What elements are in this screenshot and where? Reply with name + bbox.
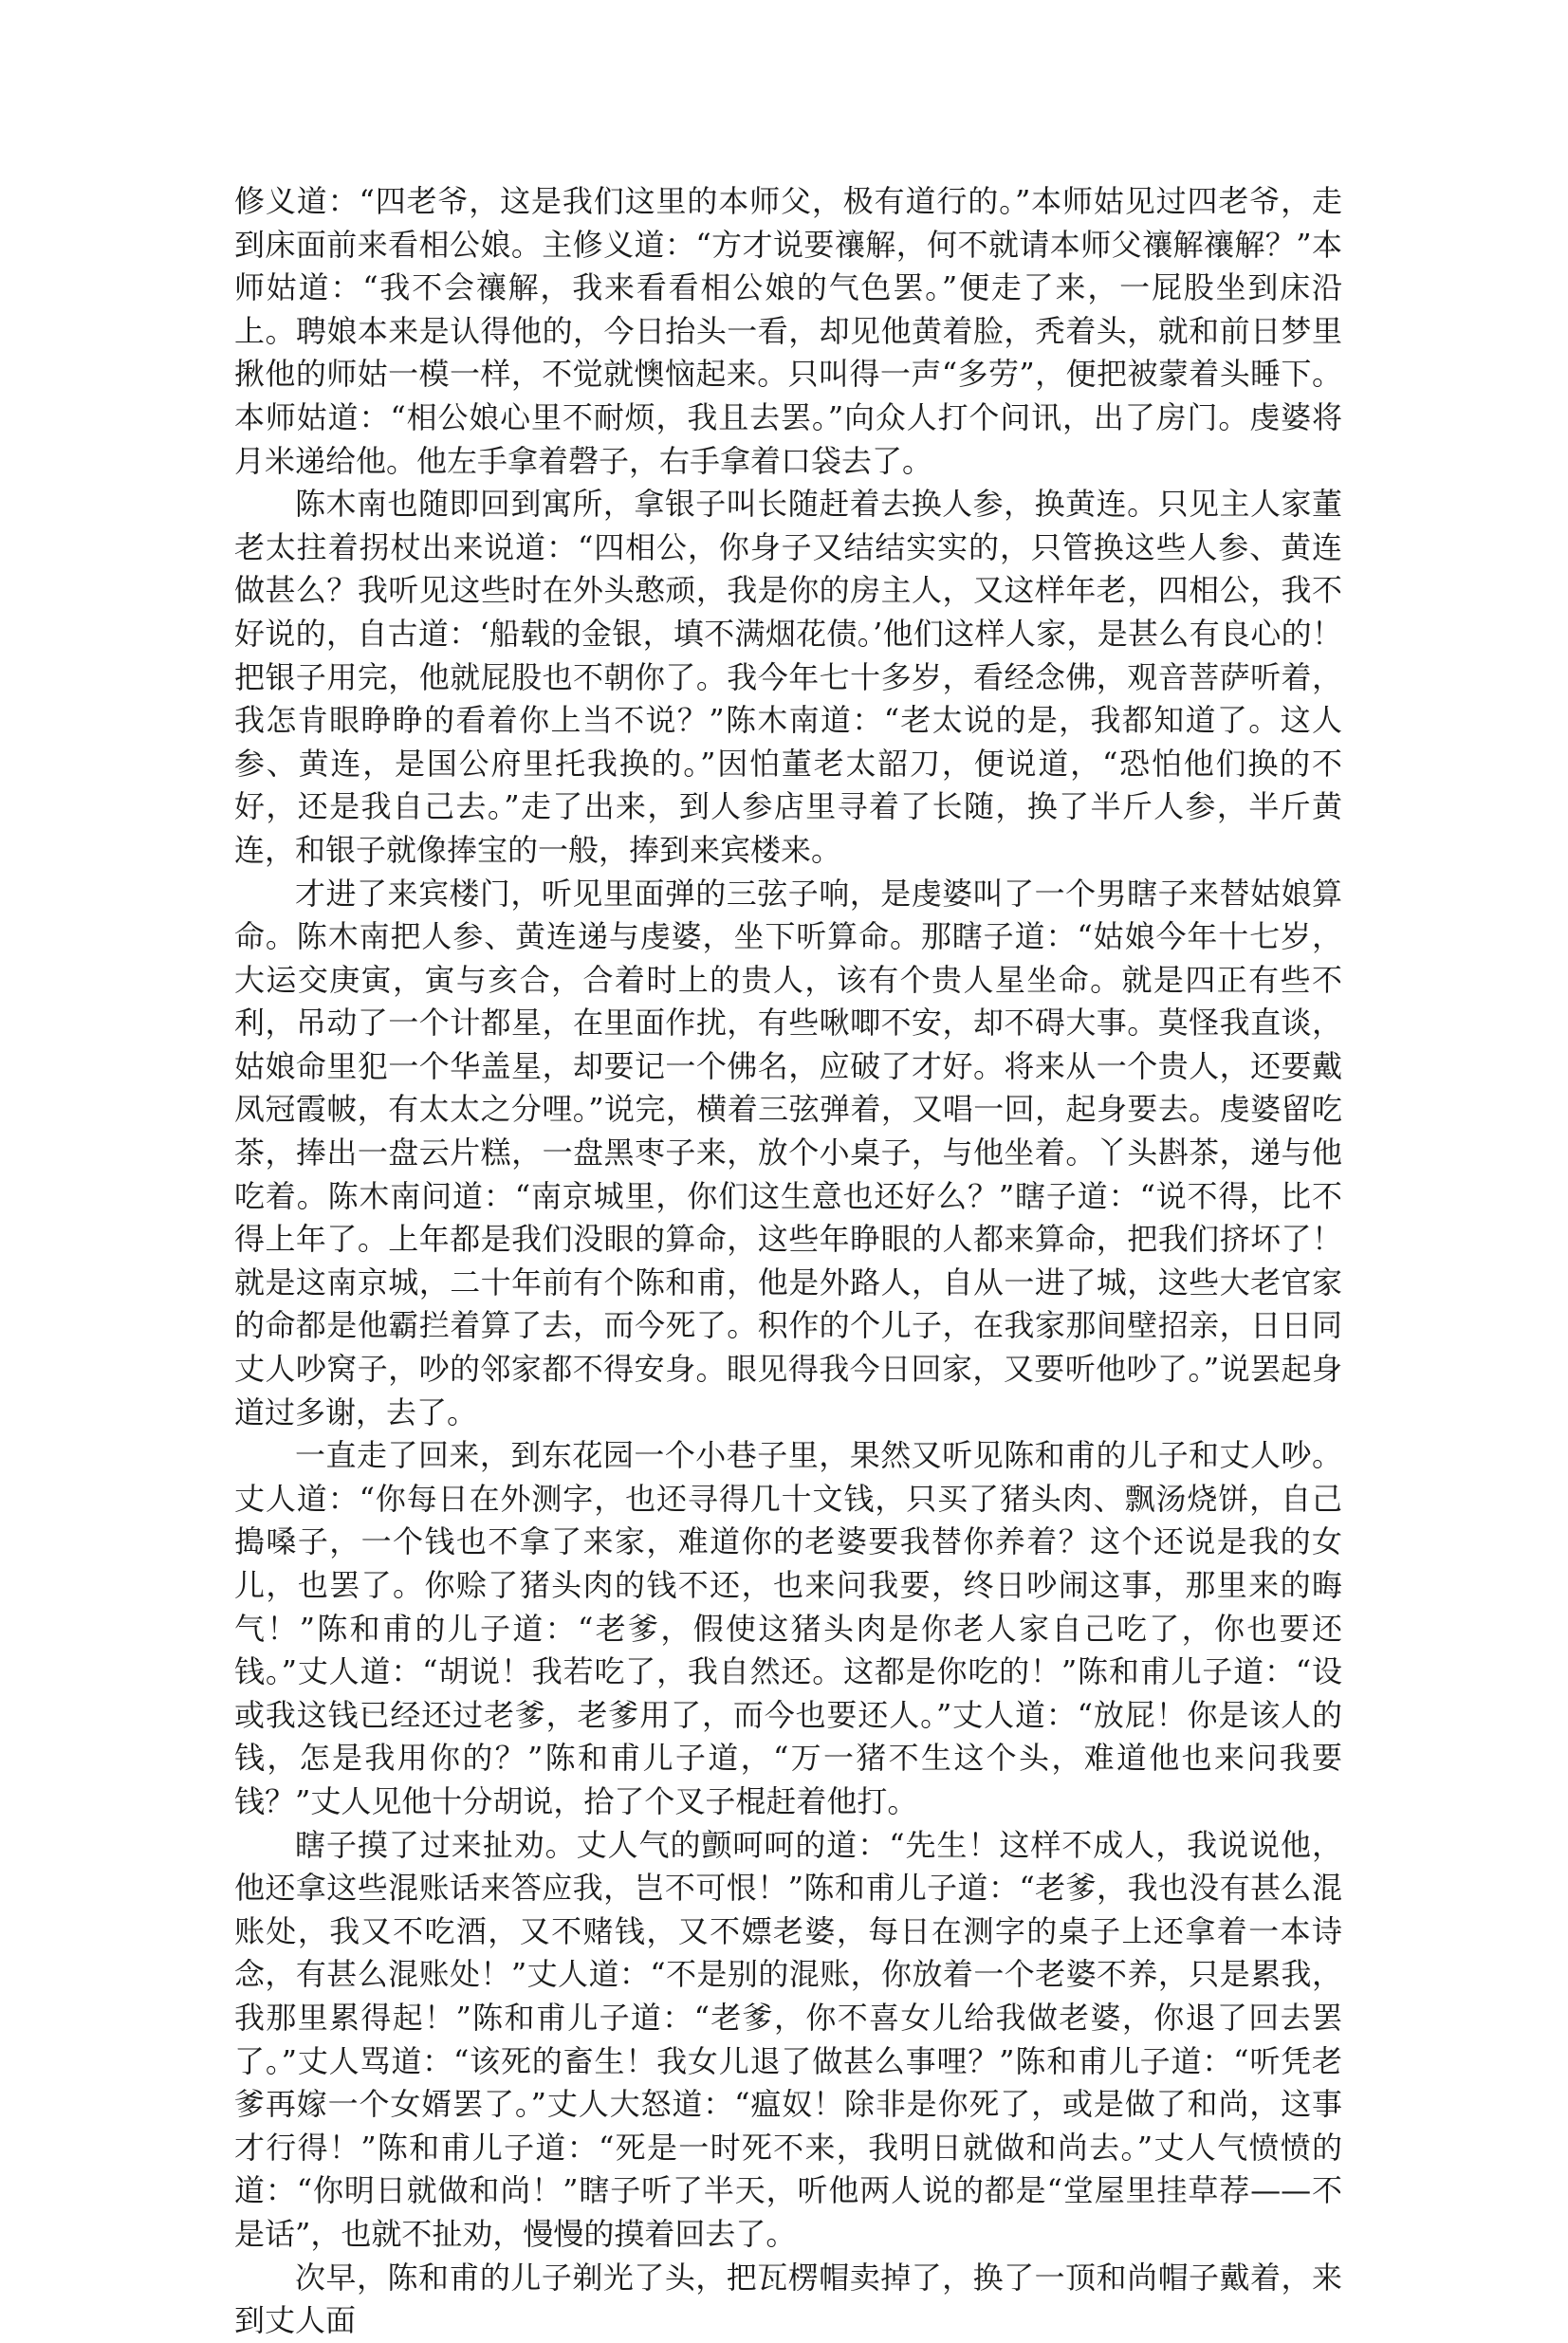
paragraph: 瞎子摸了过来扯劝。丈人气的颤呵呵的道：“先生！这样不成人，我说说他，他还拿这些混账话来答应我，岂不可恨！”陈和甫儿子道：“老爹，我也没有甚么混账处，我又不吃酒，又不赌钱，又不嫖老婆，每日在测字的桌子上还拿着一本诗念，有甚么混账处！”丈人道：“不是别的混账，你放着一个老婆不养，只是累我，我那里累得起！”陈和甫儿子道：“老爹，你不喜女儿给我做老婆，你退了回去罢了。”丈人骂道：“该死的畜生！我女儿退了做甚么事哩？”陈和甫儿子道：“听凭老爹再嫁一个女婿罢了。”丈人大怒道：“瘟奴！除非是你死了，或是做了和尚，这事才行得！”陈和甫儿子道：“死是一时死不来，我明日就做和尚去。”丈人气愤愤的道：“你明日就做和尚！”瞎子听了半天，听他两人说的都是“堂屋里挂草荐——不是话”，也就不扯劝，慢慢的摸着回去了。 [234, 1826, 1342, 2252]
paragraph: 陈木南也随即回到寓所，拿银子叫长随赶着去换人参，换黄连。只见主人家董老太拄着拐杖出来说道：“四相公，你身子又结结实实的，只管换这些人参、黄连做甚么？我听见这些时在外头憨顽，我是你的房主人，又这样年老，四相公，我不好说的，自古道：‘船载的金银，填不满烟花债。’他们这样人家，是甚么有良心的！把银子用完，他就屁股也不朝你了。我今年七十多岁，看经念佛，观音菩萨听着，我怎肯眼睁睁的看着你上当不说？”陈木南道：“老太说的是，我都知道了。这人参、黄连，是国公府里托我换的。”因怕董老太韶刀，便说道，“恐怕他们换的不好，还是我自己去。”走了出来，到人参店里寻着了长随，换了半斤人参，半斤黄连，和银子就像捧宝的一般，捧到来宾楼来。 [234, 486, 1342, 868]
document-body [234, 180, 1342, 2343]
paragraph: 修义道：“四老爷，这是我们这里的本师父，极有道行的。”本师姑见过四老爷，走到床面前来看相公娘。主修义道：“方才说要禳解，何不就请本师父禳解禳解？”本师姑道：“我不会禳解，我来看看相公娘的气色罢。”便走了来，一屁股坐到床沿上。聘娘本来是认得他的，今日抬头一看，却见他黄着脸，秃着头，就和前日梦里揪他的师姑一模一样，不觉就懊恼起来。只叫得一声“多劳”，便把被蒙着头睡下。本师姑道：“相公娘心里不耐烦，我且去罢。”向众人打个问讯，出了房门。虔婆将月米递给他。他左手拿着磬子，右手拿着口袋去了。 [234, 183, 1342, 479]
paragraph: 次早，陈和甫的儿子剃光了头，把瓦楞帽卖掉了，换了一顶和尚帽子戴着，来到丈人面 [234, 2259, 1342, 2339]
paragraph: 一直走了回来，到东花园一个小巷子里，果然又听见陈和甫的儿子和丈人吵。丈人道：“你每日在外测字，也还寻得几十文钱，只买了猪头肉、飘汤烧饼，自己搗嗓子，一个钱也不拿了来家，难道你的老婆要我替你养着？这个还说是我的女儿，也罢了。你赊了猪头肉的钱不还，也来问我要，终日吵闹这事，那里来的晦气！”陈和甫的儿子道：“老爹，假使这猪头肉是你老人家自己吃了，你也要还钱。”丈人道：“胡说！我若吃了，我自然还。这都是你吃的！”陈和甫儿子道：“设或我这钱已经还过老爹，老爹用了，而今也要还人。”丈人道：“放屁！你是该人的钱，怎是我用你的？”陈和甫儿子道，“万一猪不生这个头，难道他也来问我要钱？”丈人见他十分胡说，拾了个叉子棍赶着他打。 [234, 1437, 1342, 1819]
paragraph: 才进了来宾楼门，听见里面弹的三弦子响，是虔婆叫了一个男瞎子来替姑娘算命。陈木南把人参、黄连递与虔婆，坐下听算命。那瞎子道：“姑娘今年十七岁，大运交庚寅，寅与亥合，合着时上的贵人，该有个贵人星坐命。就是四正有些不利，吊动了一个计都星，在里面作扰，有些啾唧不安，却不碍大事。莫怪我直谈，姑娘命里犯一个华盖星，却要记一个佛名，应破了才好。将来从一个贵人，还要戴凤冠霞帔，有太太之分哩。”说完，横着三弦弹着，又唱一回，起身要去。虔婆留吃茶，捧出一盘云片糕，一盘黑枣子来，放个小桌子，与他坐着。丫头斟茶，递与他吃着。陈木南问道：“南京城里，你们这生意也还好么？”瞎子道：“说不得，比不得上年了。上年都是我们没眼的算命，这些年睁眼的人都来算命，把我们挤坏了！就是这南京城，二十年前有个陈和甫，他是外路人，自从一进了城，这些大老官家的命都是他霸拦着算了去，而今死了。积作的个儿子，在我家那间壁招亲，日日同丈人吵窝子，吵的邻家都不得安身。眼见得我今日回家，又要听他吵了。”说罢起身道过多谢，去了。 [234, 875, 1342, 1430]
